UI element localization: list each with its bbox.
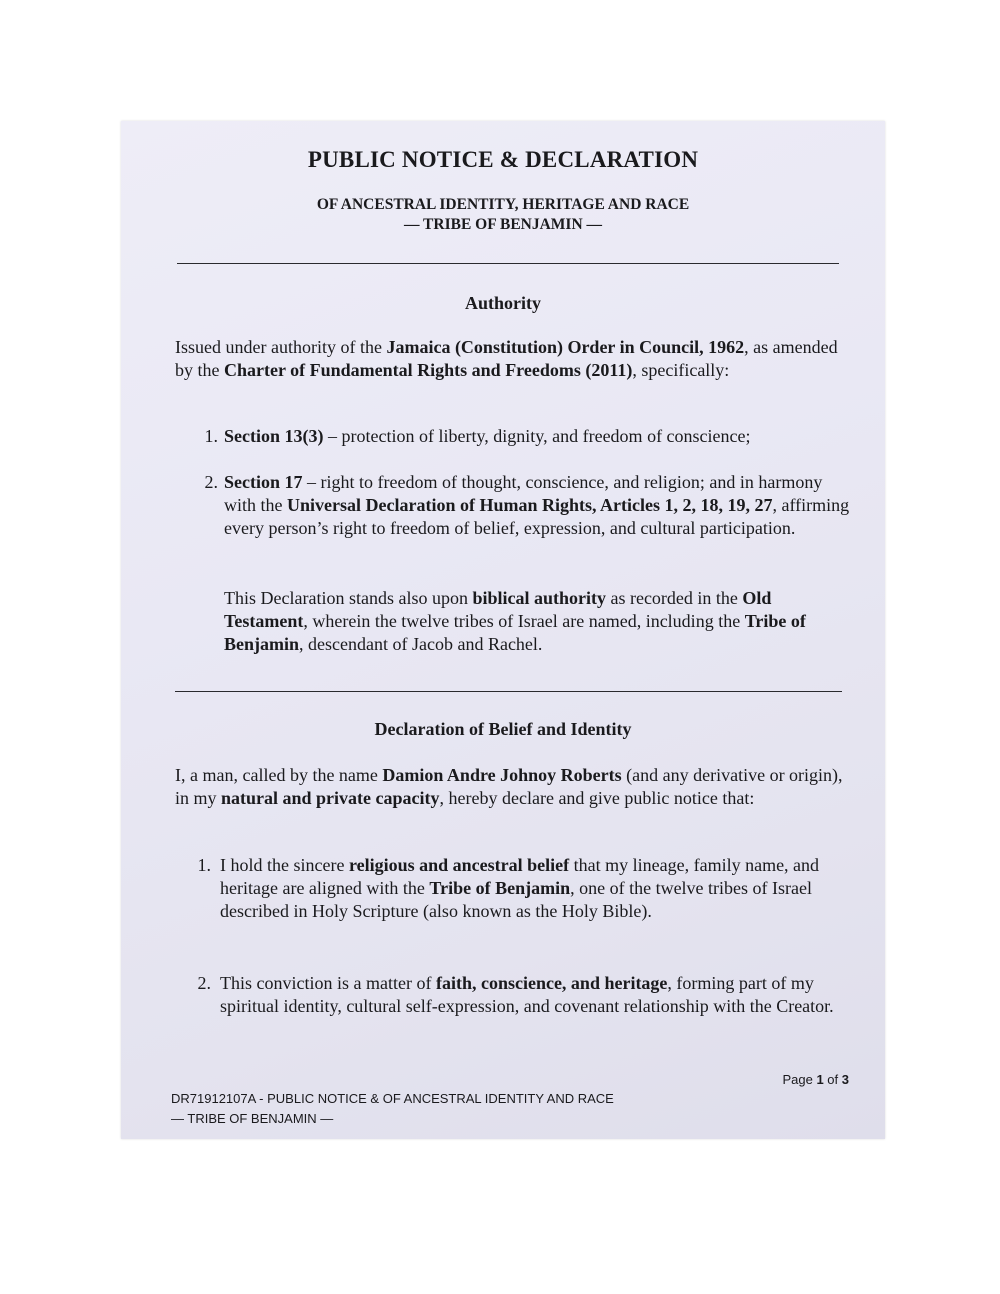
authority-item-2: Section 17 – right to freedom of thought, conscience, and religion; and in harmony with the Universal Declaration of Human Rights, Articles 1, 2, 18, 19, 27, affirming every person’s right to freedom of belief, expression, and cultural participation.	[224, 472, 850, 538]
page-number: Page 1 of 3	[782, 1072, 849, 1087]
declaration-item-1-number: 1.	[197, 855, 211, 875]
declaration-item-1: I hold the sincere religious and ancestral belief that my lineage, family name, and heritage are aligned with the Tribe of Benjamin, one of the twelve tribes of Israel described in Holy Scripture (also known as the Holy Bible).	[220, 855, 820, 921]
footer-tribe: — TRIBE OF BENJAMIN —	[171, 1111, 334, 1126]
authority-heading: Authority	[465, 293, 541, 313]
document-title: PUBLIC NOTICE & DECLARATION	[307, 147, 699, 172]
footer-reference: DR71912107A - PUBLIC NOTICE & OF ANCESTRAL IDENTITY AND RACE	[171, 1091, 614, 1106]
subtitle-line-1: OF ANCESTRAL IDENTITY, HERITAGE AND RACE	[316, 196, 690, 213]
authority-item-2-number: 2.	[204, 472, 218, 492]
declaration-heading: Declaration of Belief and Identity	[374, 719, 632, 739]
subtitle-line-2: — TRIBE OF BENJAMIN —	[403, 216, 603, 233]
top-divider	[177, 263, 839, 264]
authority-intro: Issued under authority of the Jamaica (Constitution) Order in Council, 1962, as amended by the Charter of Fundamental Rights and Freedoms (2011), specifically:	[175, 337, 838, 380]
declaration-item-2: This conviction is a matter of faith, conscience, and heritage, forming part of my spiritual identity, cultural self-expression, and covenant relationship with the Creator.	[220, 973, 834, 1016]
authority-item-1: Section 13(3) – protection of liberty, dignity, and freedom of conscience;	[224, 426, 751, 446]
biblical-authority-paragraph: This Declaration stands also upon biblical authority as recorded in the Old Testament, wherein the twelve tribes of Israel are named, including the Tribe of Benjamin, descendant of Jacob and Rachel.	[224, 588, 806, 654]
declaration-item-2-number: 2.	[197, 973, 211, 993]
document-subtitle	[121, 195, 885, 235]
middle-divider	[175, 691, 842, 692]
declaration-intro: I, a man, called by the name Damion Andre Johnoy Roberts (and any derivative or origin), in my natural and private capacity, hereby declare and give public notice that:	[175, 765, 843, 808]
document-page	[121, 121, 885, 1139]
authority-item-1-number: 1.	[204, 426, 218, 446]
document-footer	[171, 1089, 691, 1129]
